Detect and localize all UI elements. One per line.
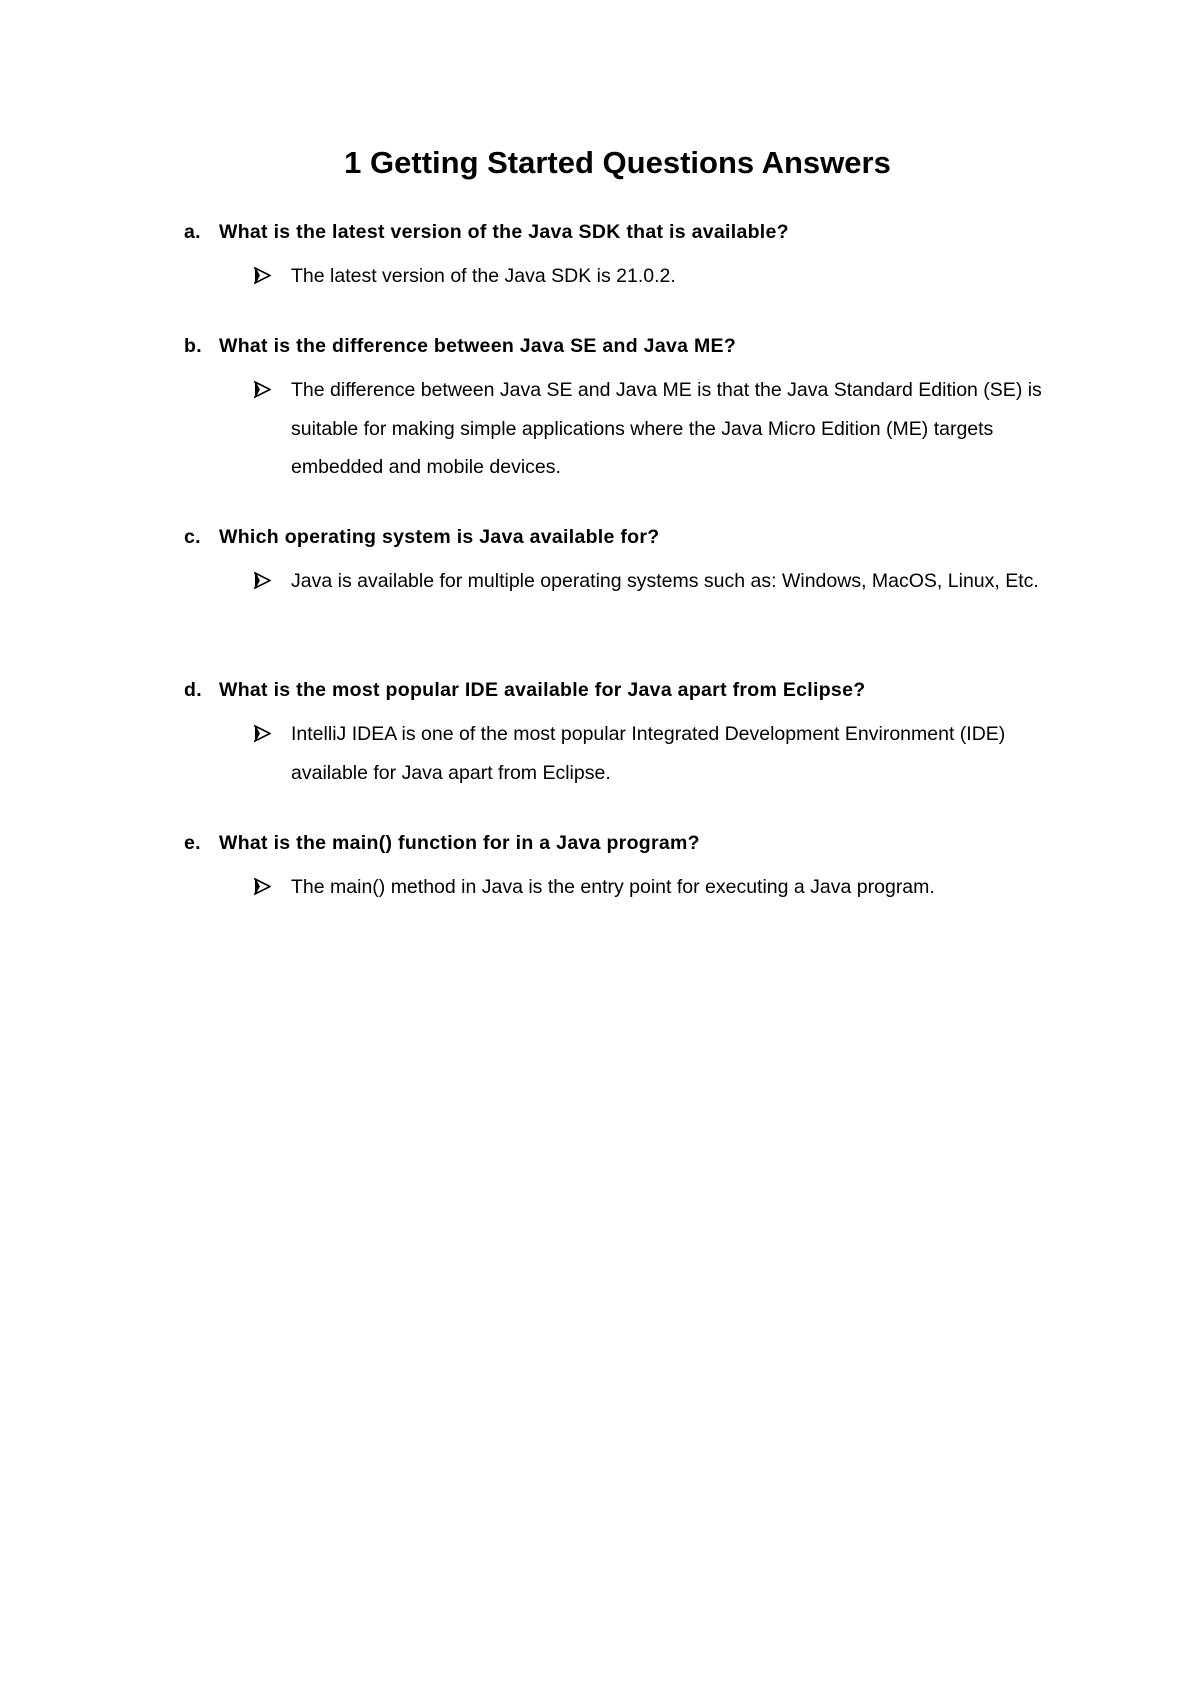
arrowhead-bullet-icon bbox=[254, 868, 276, 906]
question-letter: c. bbox=[184, 526, 201, 548]
question-text: What is the main() function for in a Java program? bbox=[219, 832, 700, 854]
answer-c bbox=[254, 562, 1074, 601]
page-title: 1 Getting Started Questions Answers bbox=[344, 145, 891, 180]
question-text: Which operating system is Java available for? bbox=[219, 526, 660, 548]
arrowhead-bullet-icon bbox=[254, 715, 276, 753]
arrowhead-bullet-icon bbox=[254, 371, 276, 409]
answer-d bbox=[254, 715, 1074, 792]
question-letter: e. bbox=[184, 832, 201, 854]
answer-b bbox=[254, 371, 1074, 487]
arrowhead-bullet-icon bbox=[254, 562, 276, 600]
question-letter: d. bbox=[184, 679, 202, 701]
question-a bbox=[184, 219, 789, 245]
answer-e bbox=[254, 868, 1074, 907]
answer-text: Java is available for multiple operating systems such as: Windows, MacOS, Linux, Etc. bbox=[291, 570, 1039, 592]
question-b bbox=[184, 333, 736, 359]
question-text: What is the most popular IDE available for Java apart from Eclipse? bbox=[219, 679, 866, 701]
answer-text: The difference between Java SE and Java ME is that the Java Standard Edition (SE) is suitable for making simple applications where the Java Micro Edition (ME) targets embedded and mobile devices. bbox=[291, 379, 1042, 478]
question-letter: b. bbox=[184, 335, 202, 357]
answer-text: The latest version of the Java SDK is 21.0.2. bbox=[291, 265, 676, 287]
question-text: What is the latest version of the Java SDK that is available? bbox=[219, 221, 789, 243]
question-d bbox=[184, 677, 865, 703]
question-e bbox=[184, 830, 700, 856]
answer-text: The main() method in Java is the entry point for executing a Java program. bbox=[291, 876, 935, 898]
question-c bbox=[184, 524, 659, 550]
answer-a bbox=[254, 257, 1074, 296]
question-text: What is the difference between Java SE and Java ME? bbox=[219, 335, 737, 357]
question-letter: a. bbox=[184, 221, 201, 243]
arrowhead-bullet-icon bbox=[254, 257, 276, 295]
answer-text: IntelliJ IDEA is one of the most popular Integrated Development Environment (IDE) available for Java apart from Eclipse. bbox=[291, 723, 1006, 784]
